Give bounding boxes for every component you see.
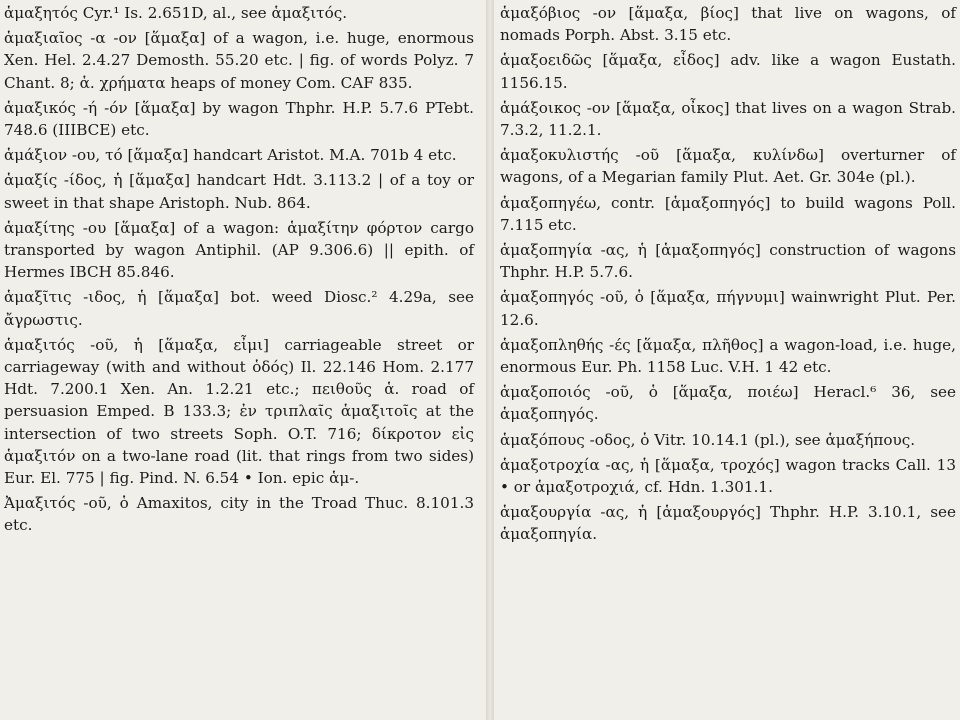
entry-amaxion: ἁμάξιον -ου, τό [ἅμαξα] handcart Aristot. M.A. 701b 4 etc. bbox=[4, 146, 457, 165]
entry-amaxetos: ἁμαξητός Cyr.¹ Is. 2.651D, al., see ἁμαξιτός. bbox=[4, 4, 348, 22]
entry-amaxoplethes: ἁμαξοπληθής -ές [ἅμαξα, πλῆθος] a wagon-load, i.e. huge, enormous Eur. Ph. 1158 Luc. V.H. 1 42 etc. bbox=[500, 335, 956, 377]
entry-amaxourgia: ἁμαξουργία -ας, ἡ [ἁμαξουργός] Thphr. H.P. 3.10.1, see ἁμαξοπηγία. bbox=[500, 503, 956, 544]
entry-amaxikos: ἁμαξικός -ή -όν [ἅμαξα] by wagon Thphr. H.P. 5.7.6 PTebt. 748.6 (IIIBCE) etc. bbox=[4, 98, 474, 140]
entry-amaxokylistes: ἁμαξοκυλιστής -οῦ [ἅμαξα, κυλίνδω] overturner of wagons, of a Megarian family Plut. Aet. Gr. 304e (pl.). bbox=[500, 146, 956, 187]
entry-amaxites: ἁμαξίτης -ου [ἅμαξα] of a wagon: ἁμαξίτην φόρτον cargo transported by wagon Antiphil. (AP 9.306.6) || epith. of Hermes IBCH 85.846. bbox=[4, 218, 474, 282]
entry-amaxis: ἁμαξίς -ίδος, ἡ [ἅμαξα] handcart Hdt. 3.113.2 | of a toy or sweet in that shape Aristoph. Nub. 864. bbox=[4, 171, 474, 212]
entry-amaxopegia: ἁμαξοπηγία -ας, ἡ [ἁμαξοπηγός] construction of wagons Thphr. H.P. 5.7.6. bbox=[500, 241, 956, 282]
entry-amaxotrochia: ἁμαξοτροχία -ας, ἡ [ἅμαξα, τροχός] wagon tracks Call. 13 • or ἁμαξοτροχιά, cf. Hdn. 1.301.1. bbox=[500, 455, 956, 497]
entry-amaxiaios: ἁμαξιαῖος -α -ον [ἅμαξα] of a wagon, i.e. huge, enormous Xen. Hel. 2.4.27 Demosth. 55.20 etc. | fig. of words Polyz. 7 Chant. 8; ἁ. χρήματα heaps of money Com. CAF 835. bbox=[4, 29, 474, 92]
entry-amaxopegos: ἁμαξοπηγός -οῦ, ὁ [ἅμαξα, πήγνυμι] wainwright Plut. Per. 12.6. bbox=[500, 288, 956, 329]
entry-amaxoikos: ἁμάξοικος -ον [ἅμαξα, οἶκος] that lives on a wagon Strab. 7.3.2, 11.2.1. bbox=[500, 98, 956, 140]
entry-amaxitos-city: Ἀμαξιτός -οῦ, ὁ Amaxitos, city in the Troad Thuc. 8.101.3 etc. bbox=[4, 494, 474, 535]
entry-amaxopegeo: ἁμαξοπηγέω, contr. [ἁμαξοπηγός] to build wagons Poll. 7.115 etc. bbox=[500, 193, 956, 234]
entry-amaxitos: ἁμαξιτός -οῦ, ἡ [ἅμαξα, εἶμι] carriageable street or carriageway (with and without ὁδός) Il. 22.146 Hom. 2.177 Hdt. 7.200.1 Xen. An. 1.2.21 etc.; πειθοῦς ἁ. road of persuasion Emped. B 133.3; ἐν τριπλαῖς ἁμαξιτοῖς at the intersection of two streets Soph. O.T. 716; δίκροτον εἰς ἁμαξιτόν on a two-lane road (lit. that rings from two sides) Eur. El. 775 | fig. Pind. N. 6.54 • Ion. epic ἁμ-. bbox=[4, 335, 474, 488]
entry-amaxobios: ἁμαξόβιος -ον [ἅμαξα, βίος] that live on wagons, of nomads Porph. Abst. 3.15 etc. bbox=[500, 4, 956, 45]
right-column bbox=[500, 2, 956, 549]
entry-amaxopous: ἁμαξόπους -οδος, ὁ Vitr. 10.14.1 (pl.), see ἁμαξήπους. bbox=[500, 430, 916, 449]
entry-amaxoeidos: ἁμαξοειδῶς [ἅμαξα, εἶδος] adv. like a wagon Eustath. 1156.15. bbox=[500, 51, 956, 92]
entry-amaxitis: ἁμαξῖτις -ιδος, ἡ [ἅμαξα] bot. weed Diosc.² 4.29a, see ἄγρωστις. bbox=[4, 288, 474, 329]
page-gutter bbox=[486, 0, 494, 720]
left-column bbox=[4, 2, 474, 540]
entry-amaxopoios: ἁμαξοποιός -οῦ, ὁ [ἅμαξα, ποιέω] Heracl.⁶ 36, see ἁμαξοπηγός. bbox=[500, 383, 956, 424]
